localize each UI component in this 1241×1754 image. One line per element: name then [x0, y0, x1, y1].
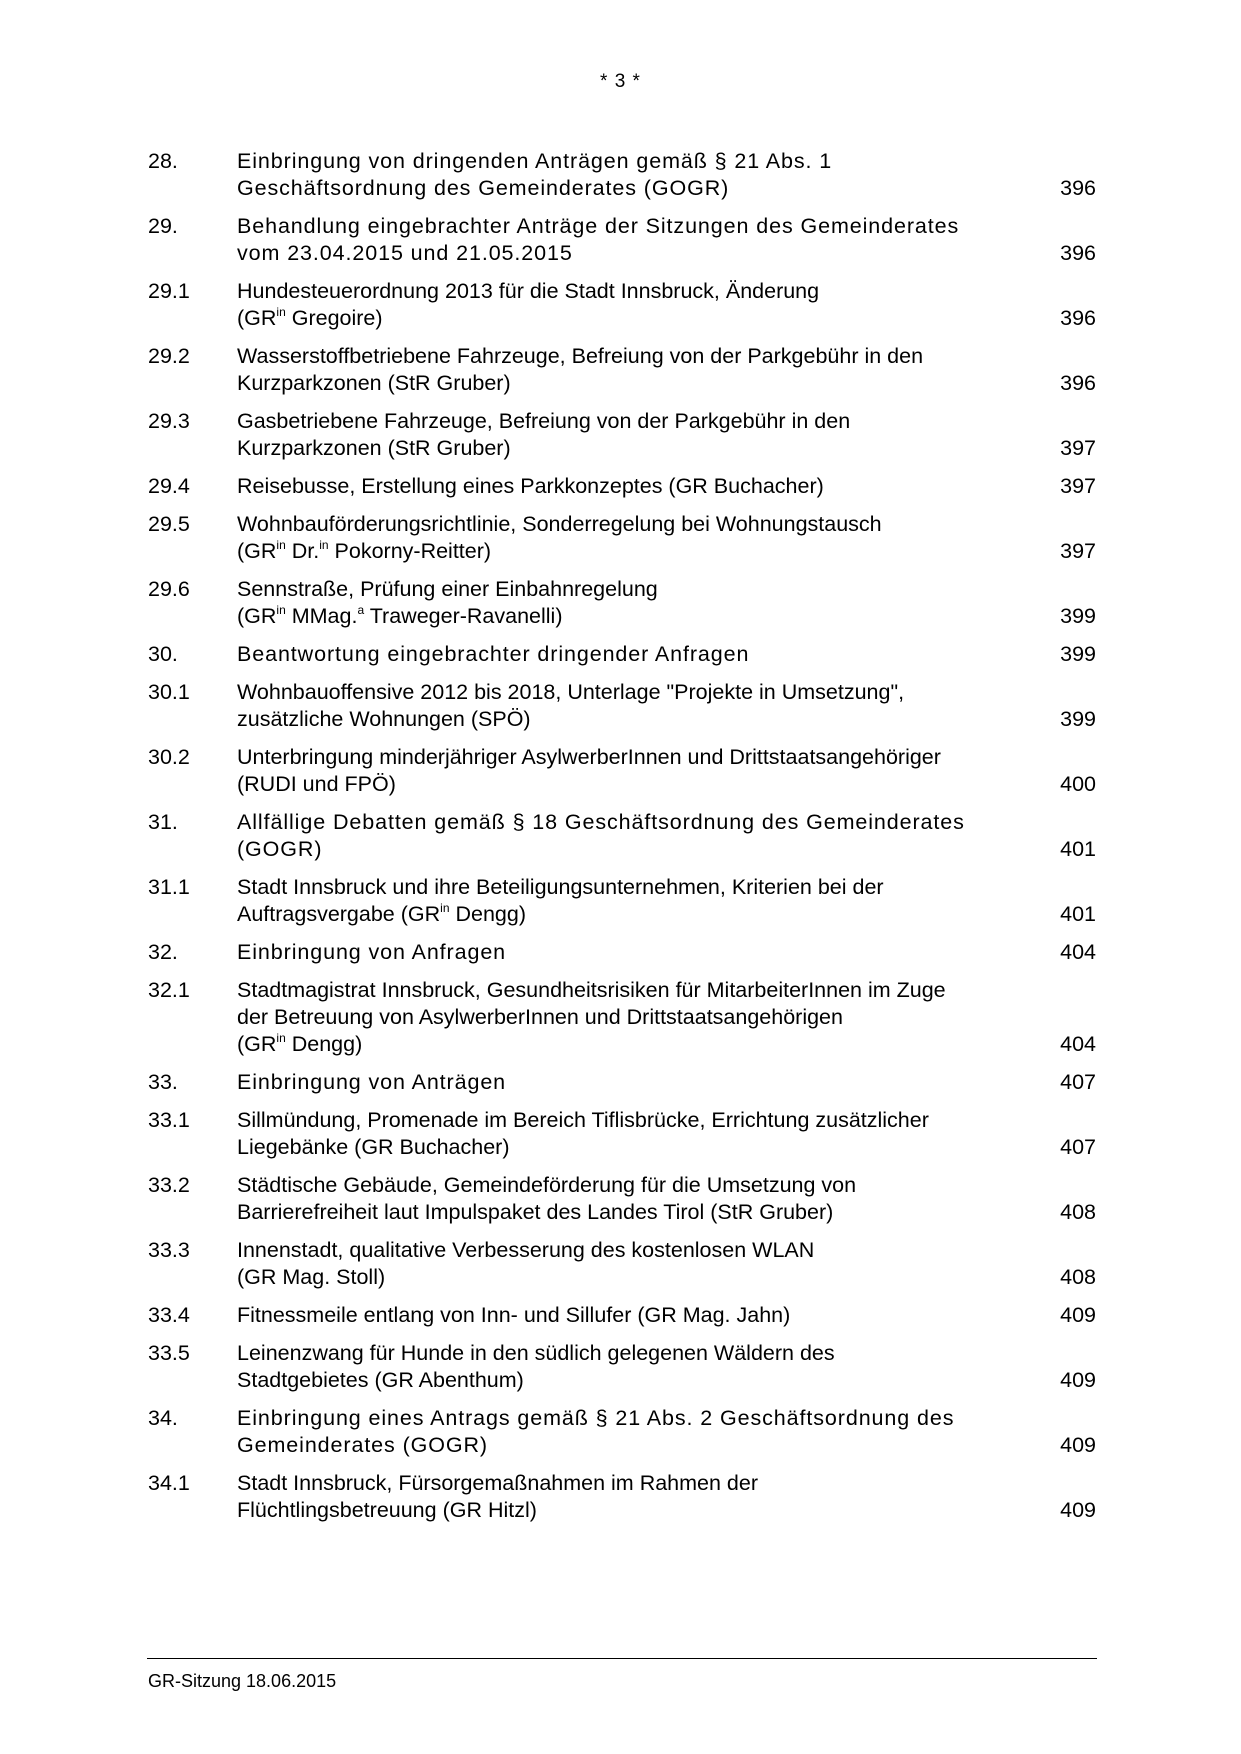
toc-entry-title: Gasbetriebene Fahrzeuge, Befreiung von der Parkgebühr in den	[237, 409, 851, 433]
toc-entry-title: Gemeinderates (GOGR)	[237, 1433, 488, 1457]
toc-entry-number: 29.1	[148, 279, 190, 303]
toc-entry-number: 30.	[148, 642, 178, 666]
toc-entry-title: Wasserstoffbetriebene Fahrzeuge, Befreiung von der Parkgebühr in den	[237, 344, 924, 368]
toc-entry-title: Liegebänke (GR Buchacher)	[237, 1135, 510, 1159]
toc-entry-number: 31.	[148, 810, 178, 834]
toc-entry-title: vom 23.04.2015 und 21.05.2015	[237, 241, 573, 265]
toc-entry-page: 409	[1060, 1433, 1096, 1457]
toc-entry-number: 31.1	[148, 875, 190, 899]
toc-entry-number: 29.	[148, 214, 178, 238]
toc-entry-title: Sillmündung, Promenade im Bereich Tiflisbrücke, Errichtung zusätzlicher	[237, 1108, 929, 1132]
toc-entry-page: 401	[1060, 837, 1096, 861]
toc-entry	[148, 1470, 1096, 1524]
toc-entry-title: der Betreuung von AsylwerberInnen und Drittstaatsangehörigen	[237, 1005, 843, 1029]
toc-entry-page: 409	[1060, 1368, 1096, 1392]
toc-entry	[148, 939, 1096, 966]
toc-entry-page: 397	[1060, 474, 1096, 498]
toc-entry-number: 33.	[148, 1070, 178, 1094]
toc-entry	[148, 148, 1096, 202]
toc-entry-title: Behandlung eingebrachter Anträge der Sitzungen des Gemeinderates	[237, 214, 960, 238]
toc-entry	[148, 576, 1096, 630]
toc-entry-number: 29.5	[148, 512, 190, 536]
toc-entry-number: 32.	[148, 940, 178, 964]
toc-entry-title: ($GR^{in}$ Dengg)	[237, 1031, 363, 1056]
toc-entry-page: 396	[1060, 306, 1096, 330]
toc-entry	[148, 1172, 1096, 1226]
toc-entry-title: Wohnbauförderungsrichtlinie, Sonderregelung bei Wohnungstausch	[237, 512, 882, 536]
toc-entry-page: 396	[1060, 371, 1096, 395]
toc-entry-number: 29.2	[148, 344, 190, 368]
toc-entry-number: 33.3	[148, 1238, 190, 1262]
toc-entry-title: Einbringung von Anträgen	[237, 1070, 507, 1094]
toc-entry-title: Einbringung eines Antrags gemäß § 21 Abs. 2 Geschäftsordnung des	[237, 1406, 955, 1430]
toc-entry-page: 407	[1060, 1135, 1096, 1159]
toc-entry-page: 409	[1060, 1498, 1096, 1522]
toc-entry-title: Kurzparkzonen (StR Gruber)	[237, 371, 511, 395]
toc-entry-number: 33.4	[148, 1303, 190, 1327]
toc-entry-title: Geschäftsordnung des Gemeinderates (GOGR)	[237, 176, 730, 200]
toc-entry	[148, 1069, 1096, 1096]
toc-entry-page: 407	[1060, 1070, 1096, 1094]
toc-entry	[148, 343, 1096, 397]
toc-entry	[148, 1302, 1096, 1329]
toc-entry-number: 29.6	[148, 577, 190, 601]
toc-entry	[148, 1107, 1096, 1161]
toc-entry-title: Kurzparkzonen (StR Gruber)	[237, 436, 511, 460]
toc-entry-page: 404	[1060, 940, 1096, 964]
toc-entry-number: 32.1	[148, 978, 190, 1002]
toc-entry-page: 396	[1060, 241, 1096, 265]
toc-entry-number: 29.4	[148, 474, 190, 498]
toc-entry-number: 30.1	[148, 680, 190, 704]
toc-entry-number: 34.	[148, 1406, 178, 1430]
toc-entry-title: ($GR^{in}$ Dr.$^{in}$ Pokorny-Reitter)	[237, 538, 492, 563]
toc-entry-page: 399	[1060, 604, 1096, 628]
toc-entry-number: 30.2	[148, 745, 190, 769]
toc-entry-title: Leinenzwang für Hunde in den südlich gelegenen Wäldern des	[237, 1341, 835, 1365]
toc-entry-title: ($GR^{in}$ Gregoire)	[237, 305, 383, 330]
footer-session-date: GR-Sitzung 18.06.2015	[148, 1671, 337, 1691]
toc-entry-number: 28.	[148, 149, 178, 173]
toc-entry-title: Stadt Innsbruck, Fürsorgemaßnahmen im Rahmen der	[237, 1471, 759, 1495]
table-of-contents	[148, 148, 1096, 1535]
toc-entry-title: (GOGR)	[237, 837, 323, 861]
toc-entry-title: Einbringung von Anfragen	[237, 940, 507, 964]
toc-entry	[148, 473, 1096, 500]
toc-entry-title: Stadtgebietes (GR Abenthum)	[237, 1368, 524, 1392]
toc-entry	[148, 809, 1096, 863]
toc-entry	[148, 679, 1096, 733]
toc-entry-title: zusätzliche Wohnungen (SPÖ)	[237, 707, 531, 731]
toc-entry	[148, 641, 1096, 668]
toc-entry-title: Innenstadt, qualitative Verbesserung des kostenlosen WLAN	[237, 1238, 815, 1262]
toc-entry-title: (RUDI und FPÖ)	[237, 772, 396, 796]
toc-entry-page: 401	[1060, 902, 1096, 926]
toc-entry-title: Beantwortung eingebrachter dringender Anfragen	[237, 642, 750, 666]
toc-entry-title: Flüchtlingsbetreuung (GR Hitzl)	[237, 1498, 537, 1522]
toc-entry-page: 408	[1060, 1200, 1096, 1224]
toc-entry-title: Stadt Innsbruck und ihre Beteiligungsunternehmen, Kriterien bei der	[237, 875, 884, 899]
toc-entry-title: Allfällige Debatten gemäß § 18 Geschäftsordnung des Gemeinderates	[237, 810, 965, 834]
footer-divider	[147, 1658, 1097, 1659]
toc-entry-page: 400	[1060, 772, 1096, 796]
toc-entry-number: 29.3	[148, 409, 190, 433]
toc-entry-number: 33.1	[148, 1108, 190, 1132]
toc-entry-number: 34.1	[148, 1471, 190, 1495]
toc-entry-page: 409	[1060, 1303, 1096, 1327]
toc-entry-title: Stadtmagistrat Innsbruck, Gesundheitsrisiken für MitarbeiterInnen im Zuge	[237, 978, 946, 1002]
toc-entry-page: 399	[1060, 707, 1096, 731]
toc-entry-page: 397	[1060, 539, 1096, 563]
page-marker: * 3 *	[600, 71, 641, 92]
toc-entry	[148, 1405, 1096, 1459]
toc-entry	[148, 874, 1096, 928]
toc-entry-number: 33.2	[148, 1173, 190, 1197]
toc-entry	[148, 511, 1096, 565]
toc-entry-title: Reisebusse, Erstellung eines Parkkonzeptes (GR Buchacher)	[237, 474, 824, 498]
toc-entry-page: 397	[1060, 436, 1096, 460]
toc-entry-title: Fitnessmeile entlang von Inn- und Sillufer (GR Mag. Jahn)	[237, 1303, 791, 1327]
toc-entry-number: 33.5	[148, 1341, 190, 1365]
toc-entry-title: (GR Mag. Stoll)	[237, 1265, 386, 1289]
toc-entry-title: ($GR^{in}$ MMag.$^a$ Traweger-Ravanelli)	[237, 603, 563, 628]
toc-entry-title: Städtische Gebäude, Gemeindeförderung für die Umsetzung von	[237, 1173, 857, 1197]
toc-entry-title: Auftragsvergabe ($GR^{in}$ Dengg)	[237, 901, 526, 926]
toc-entry	[148, 744, 1096, 798]
toc-entry	[148, 977, 1096, 1058]
toc-entry	[148, 1340, 1096, 1394]
toc-entry-page: 404	[1060, 1032, 1096, 1056]
toc-entry	[148, 213, 1096, 267]
toc-entry-title: Wohnbauoffensive 2012 bis 2018, Unterlage "Projekte in Umsetzung",	[237, 680, 905, 704]
toc-entry-page: 399	[1060, 642, 1096, 666]
toc-entry-page: 408	[1060, 1265, 1096, 1289]
toc-entry-title: Hundesteuerordnung 2013 für die Stadt Innsbruck, Änderung	[237, 279, 820, 303]
toc-entry-title: Barrierefreiheit laut Impulspaket des Landes Tirol (StR Gruber)	[237, 1200, 834, 1224]
toc-entry	[148, 1237, 1096, 1291]
toc-entry-title: Einbringung von dringenden Anträgen gemäß § 21 Abs. 1	[237, 149, 833, 173]
toc-entry-title: Unterbringung minderjähriger AsylwerberInnen und Drittstaatsangehöriger	[237, 745, 941, 769]
toc-entry-page: 396	[1060, 176, 1096, 200]
toc-entry	[148, 408, 1096, 462]
toc-entry-title: Sennstraße, Prüfung einer Einbahnregelung	[237, 577, 658, 601]
toc-entry	[148, 278, 1096, 332]
